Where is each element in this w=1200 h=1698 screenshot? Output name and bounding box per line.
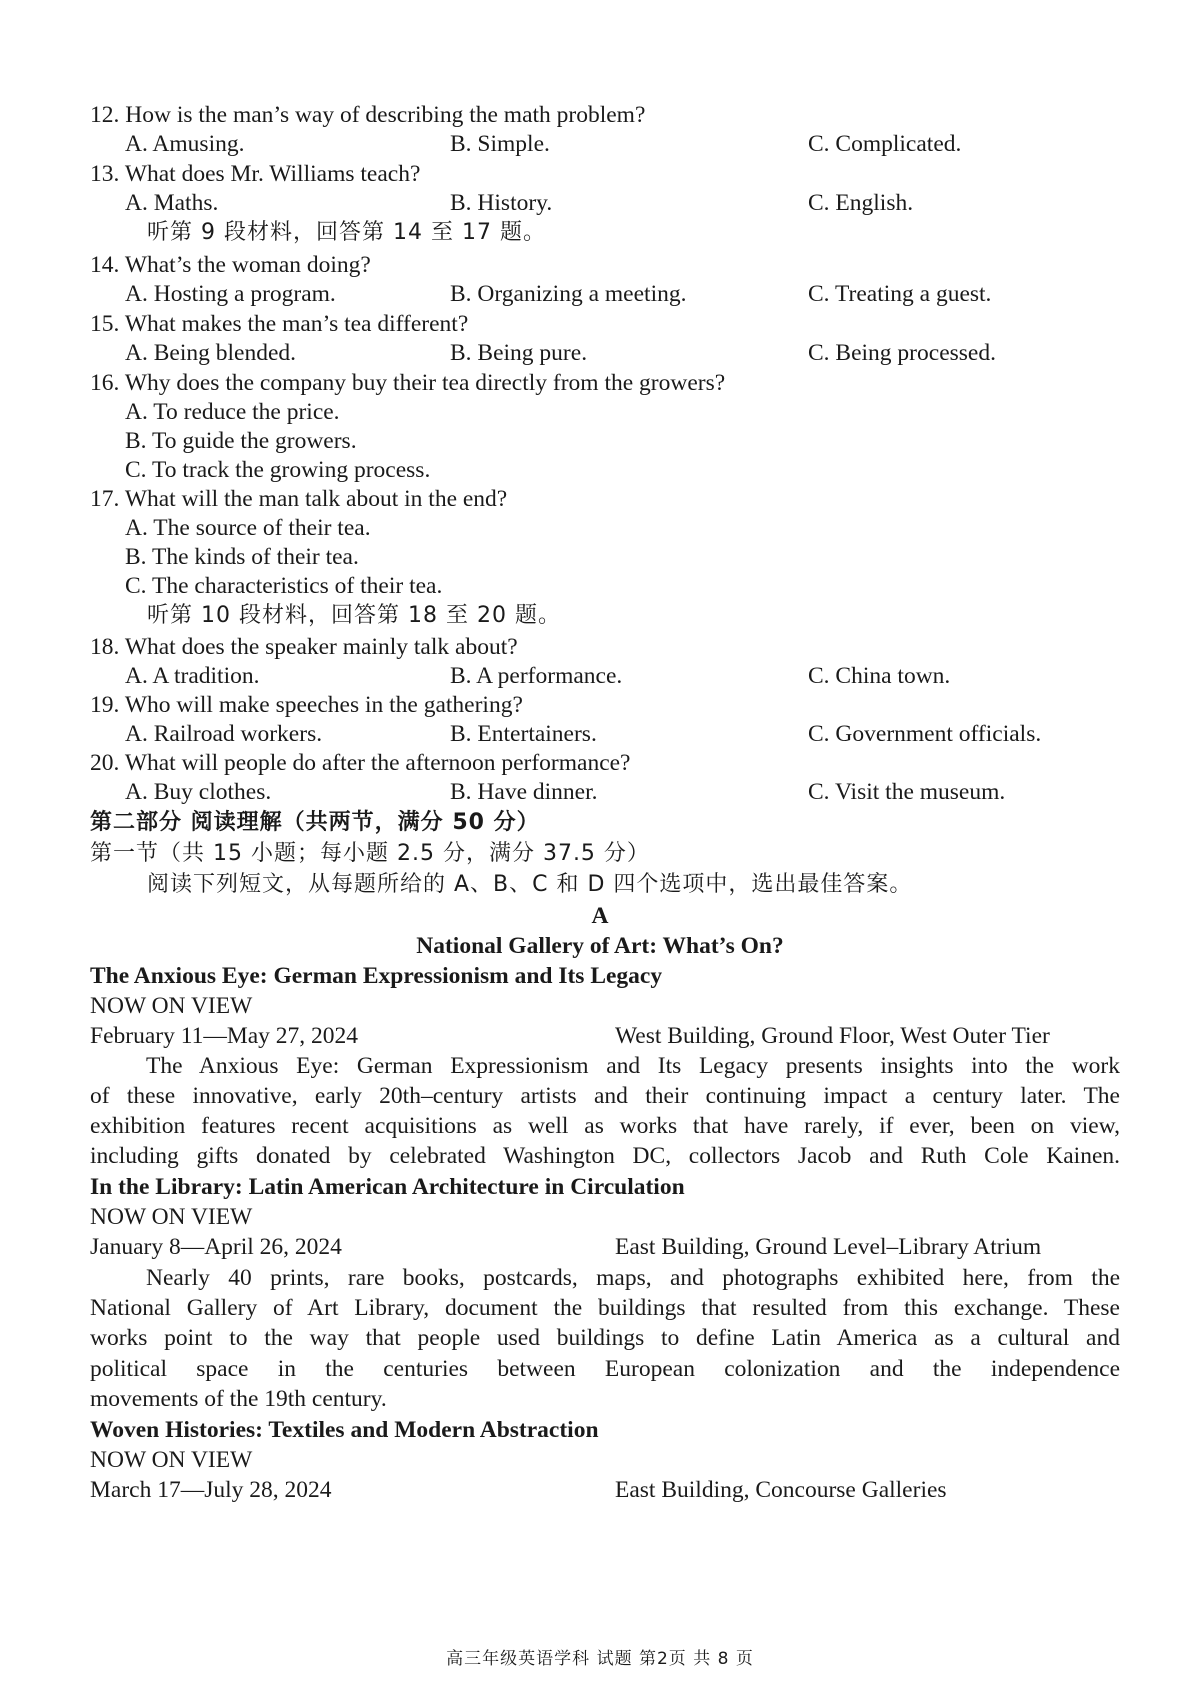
- question-14: 14. What’s the woman doing?: [90, 252, 371, 278]
- option-b: B. Simple.: [450, 131, 550, 157]
- question-20: 20. What will people do after the afternoon performance?: [90, 750, 631, 776]
- paragraph-line: exhibition features recent acquisitions as well as works that have rarely, if ever, been on view,: [90, 1113, 1120, 1139]
- exhibit-status: NOW ON VIEW: [90, 1447, 253, 1473]
- exhibit-title: Woven Histories: Textiles and Modern Abstraction: [90, 1417, 599, 1443]
- page-footer: 高三年级英语学科 试题 第2页 共 8 页: [446, 1649, 754, 1669]
- option-b: B. Organizing a meeting.: [450, 281, 687, 307]
- option-a: A. To reduce the price.: [125, 399, 340, 425]
- question-18: 18. What does the speaker mainly talk about?: [90, 634, 518, 660]
- exhibit-status: NOW ON VIEW: [90, 993, 253, 1019]
- option-c: C. Visit the museum.: [808, 779, 1006, 805]
- option-b: B. Have dinner.: [450, 779, 598, 805]
- option-a: A. Amusing.: [125, 131, 245, 157]
- option-b: B. History.: [450, 190, 553, 216]
- option-b: B. Being pure.: [450, 340, 588, 366]
- question-13: 13. What does Mr. Williams teach?: [90, 161, 421, 187]
- option-a: A. The source of their tea.: [125, 515, 371, 541]
- paragraph-line: including gifts donated by celebrated Washington DC, collectors Jacob and Ruth Cole Kainen.: [90, 1143, 1120, 1169]
- option-c: C. Complicated.: [808, 131, 962, 157]
- option-c: C. China town.: [808, 663, 951, 689]
- section-instruction: 听第 9 段材料，回答第 14 至 17 题。: [147, 220, 546, 245]
- exhibit-dates: February 11—May 27, 2024: [90, 1023, 359, 1049]
- paragraph-line: political space in the centuries between European colonization and the independence: [90, 1356, 1120, 1382]
- passage-title: National Gallery of Art: What’s On?: [416, 933, 784, 959]
- option-b: B. To guide the growers.: [125, 428, 357, 454]
- section-heading: 第一节（共 15 小题；每小题 2.5 分，满分 37.5 分）: [90, 841, 650, 866]
- exhibit-location: East Building, Concourse Galleries: [615, 1477, 947, 1503]
- option-c: C. Government officials.: [808, 721, 1042, 747]
- question-19: 19. Who will make speeches in the gathering?: [90, 692, 523, 718]
- option-a: A. Being blended.: [125, 340, 296, 366]
- exhibit-location: West Building, Ground Floor, West Outer Tier: [615, 1023, 1050, 1049]
- reading-instruction: 阅读下列短文，从每题所给的 A、B、C 和 D 四个选项中，选出最佳答案。: [147, 872, 913, 897]
- section-instruction: 听第 10 段材料，回答第 18 至 20 题。: [147, 603, 561, 628]
- option-a: A. Buy clothes.: [125, 779, 272, 805]
- option-b: B. The kinds of their tea.: [125, 544, 359, 570]
- paragraph-line: of these innovative, early 20th–century artists and their continuing impact a century later. The: [90, 1083, 1120, 1109]
- paragraph-line: The Anxious Eye: German Expressionism and Its Legacy presents insights into the work: [146, 1053, 1120, 1079]
- paragraph-line: National Gallery of Art Library, document the buildings that resulted from this exchange. These: [90, 1295, 1120, 1321]
- question-15: 15. What makes the man’s tea different?: [90, 311, 469, 337]
- option-a: A. Hosting a program.: [125, 281, 336, 307]
- option-c: C. The characteristics of their tea.: [125, 573, 443, 599]
- option-c: C. Treating a guest.: [808, 281, 992, 307]
- exhibit-dates: January 8—April 26, 2024: [90, 1234, 342, 1260]
- option-b: B. Entertainers.: [450, 721, 597, 747]
- question-12: 12. How is the man’s way of describing the math problem?: [90, 102, 646, 128]
- exhibit-title: The Anxious Eye: German Expressionism and Its Legacy: [90, 963, 663, 989]
- option-c: C. To track the growing process.: [125, 457, 431, 483]
- question-16: 16. Why does the company buy their tea directly from the growers?: [90, 370, 726, 396]
- option-b: B. A performance.: [450, 663, 623, 689]
- option-a: A. Railroad workers.: [125, 721, 323, 747]
- exhibit-status: NOW ON VIEW: [90, 1204, 253, 1230]
- option-c: C. Being processed.: [808, 340, 996, 366]
- exhibit-dates: March 17—July 28, 2024: [90, 1477, 332, 1503]
- passage-letter: A: [591, 903, 609, 929]
- paragraph-line: works point to the way that people used buildings to define Latin America as a cultural and: [90, 1325, 1120, 1351]
- option-a: A. Maths.: [125, 190, 219, 216]
- option-c: C. English.: [808, 190, 914, 216]
- option-a: A. A tradition.: [125, 663, 260, 689]
- exhibit-title: In the Library: Latin American Architecture in Circulation: [90, 1174, 685, 1200]
- exhibit-location: East Building, Ground Level–Library Atrium: [615, 1234, 1042, 1260]
- paragraph-line: movements of the 19th century.: [90, 1386, 387, 1412]
- paragraph-line: Nearly 40 prints, rare books, postcards, maps, and photographs exhibited here, from the: [146, 1265, 1120, 1291]
- question-17: 17. What will the man talk about in the end?: [90, 486, 508, 512]
- part-heading: 第二部分 阅读理解（共两节，满分 50 分）: [90, 810, 540, 835]
